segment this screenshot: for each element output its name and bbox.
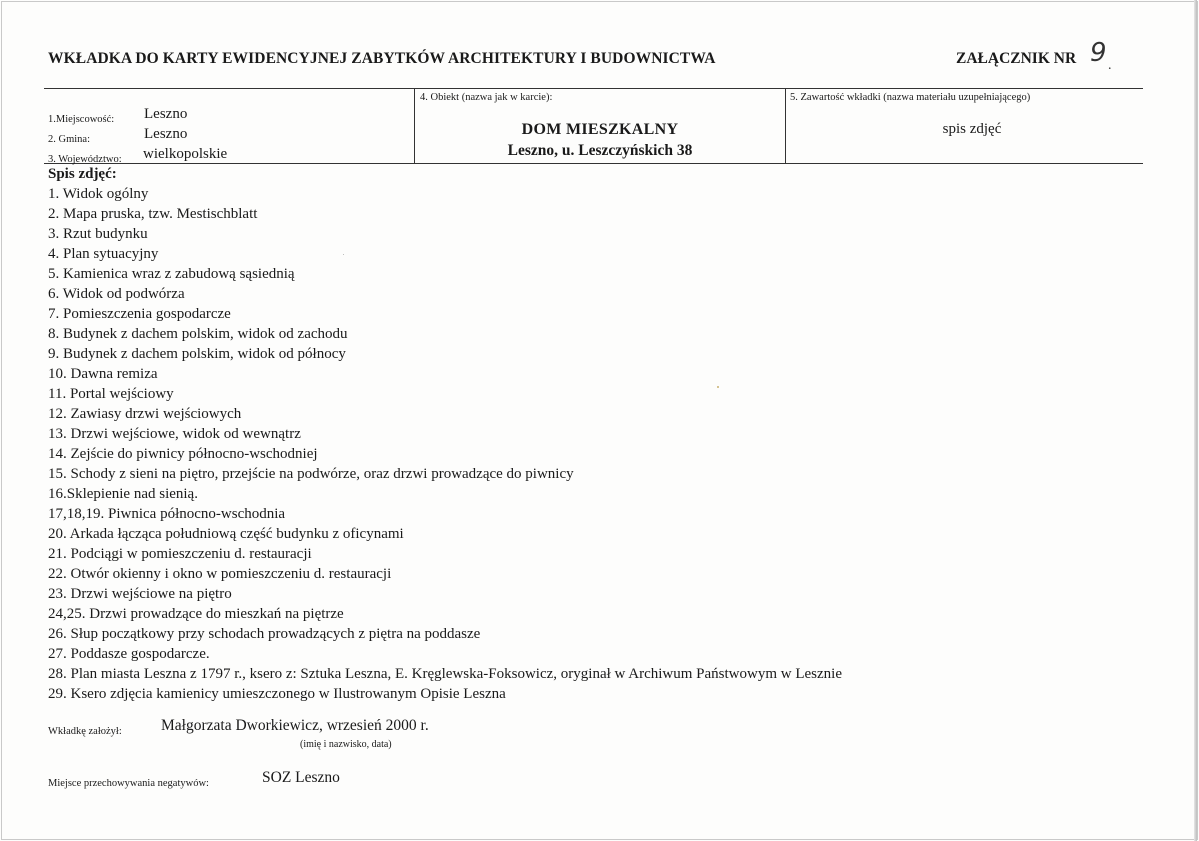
list-item: 26. Słup początkowy przy schodach prowadzących z piętra na poddasze	[48, 626, 481, 642]
locality-row	[48, 106, 188, 127]
contents-label: 5. Zawartość wkładki (nazwa materiału uzupełniającego)	[790, 92, 1031, 103]
author-value: Małgorzata Dworkiewicz, wrzesień 2000 r.	[161, 717, 429, 734]
paper-speck	[343, 254, 344, 255]
list-item: 7. Pomieszczenia gospodarcze	[48, 306, 231, 322]
list-item: 27. Poddasze gospodarcze.	[48, 646, 210, 662]
annex-number: 9	[1090, 38, 1107, 68]
list-item: 10. Dawna remiza	[48, 366, 158, 382]
list-item: 8. Budynek z dachem polskim, widok od zachodu	[48, 326, 348, 342]
annex-number-dot: .	[1108, 58, 1112, 73]
negatives-row	[48, 769, 340, 791]
commune-label: 2. Gmina:	[48, 134, 90, 145]
list-item: 4. Plan sytuacyjny	[48, 246, 159, 262]
author-hint: (imię i nazwisko, data)	[300, 739, 392, 750]
list-item: 14. Zejście do piwnicy północno-wschodniej	[48, 446, 318, 462]
list-item: 13. Drzwi wejściowe, widok od wewnątrz	[48, 426, 301, 442]
photo-list	[48, 184, 842, 704]
author-row	[48, 717, 429, 739]
voivodeship-label: 3. Województwo:	[48, 154, 122, 165]
list-item: 5. Kamienica wraz z zabudową sąsiednią	[48, 266, 295, 282]
list-item: 6. Widok od podwórza	[48, 286, 185, 302]
commune-value: Leszno	[144, 126, 188, 142]
list-item: 2. Mapa pruska, tzw. Mestischblatt	[48, 206, 258, 222]
list-item: 15. Schody z sieni na piętro, przejście na podwórze, oraz drzwi prowadzące do piwnicy	[48, 466, 574, 482]
list-item: 17,18,19. Piwnica północno-wschodnia	[48, 506, 286, 522]
list-item: 9. Budynek z dachem polskim, widok od północy	[48, 346, 346, 362]
commune-row	[48, 126, 188, 147]
voivodeship-value: wielkopolskie	[143, 146, 228, 162]
object-address: Leszno, u. Leszczyńskich 38	[507, 142, 693, 159]
table-top-rule	[44, 88, 1143, 89]
list-item: 3. Rzut budynku	[48, 226, 148, 242]
document-title: WKŁADKA DO KARTY EWIDENCYJNEJ ZABYTKÓW ARCHITEKTURY I BUDOWNICTWA	[48, 50, 716, 67]
list-item: 29. Ksero zdjęcia kamienicy umieszczonego w Ilustrowanym Opisie Leszna	[48, 686, 506, 702]
list-item: 16.Sklepienie nad sienią.	[48, 486, 198, 502]
object-label: 4. Obiekt (nazwa jak w karcie):	[420, 92, 553, 103]
locality-value: Leszno	[144, 106, 188, 122]
contents-value: spis zdjęć	[942, 121, 1002, 137]
list-item: 11. Portal wejściowy	[48, 386, 174, 402]
table-bottom-rule	[44, 163, 1143, 164]
list-item: 23. Drzwi wejściowe na piętro	[48, 586, 232, 602]
locality-label: 1.Miejscowość:	[48, 114, 115, 125]
list-item: 21. Podciągi w pomieszczeniu d. restauracji	[48, 546, 312, 562]
annex-label: ZAŁĄCZNIK NR	[956, 50, 1077, 67]
author-label: Wkładkę założył:	[48, 726, 122, 737]
list-item: 24,25. Drzwi prowadzące do mieszkań na piętrze	[48, 606, 344, 622]
paper-edge	[1194, 0, 1197, 841]
paper-speck	[717, 386, 719, 388]
list-item: 1. Widok ogólny	[48, 186, 149, 202]
voivodeship-row	[48, 146, 228, 167]
negatives-value: SOZ Leszno	[262, 769, 340, 786]
object-name: DOM MIESZKALNY	[521, 121, 679, 138]
list-item: 12. Zawiasy drzwi wejściowych	[48, 406, 242, 422]
negatives-label: Miejsce przechowywania negatywów:	[48, 778, 209, 789]
photo-list-heading: Spis zdjęć:	[48, 166, 117, 182]
list-item: 22. Otwór okienny i okno w pomieszczeniu d. restauracji	[48, 566, 392, 582]
list-item: 20. Arkada łącząca południową część budynku z oficynami	[48, 526, 404, 542]
list-item: 28. Plan miasta Leszna z 1797 r., ksero z: Sztuka Leszna, E. Kręglewska-Foksowicz, oryginał w Archiwum Państwowym w Lesznie	[48, 666, 842, 682]
